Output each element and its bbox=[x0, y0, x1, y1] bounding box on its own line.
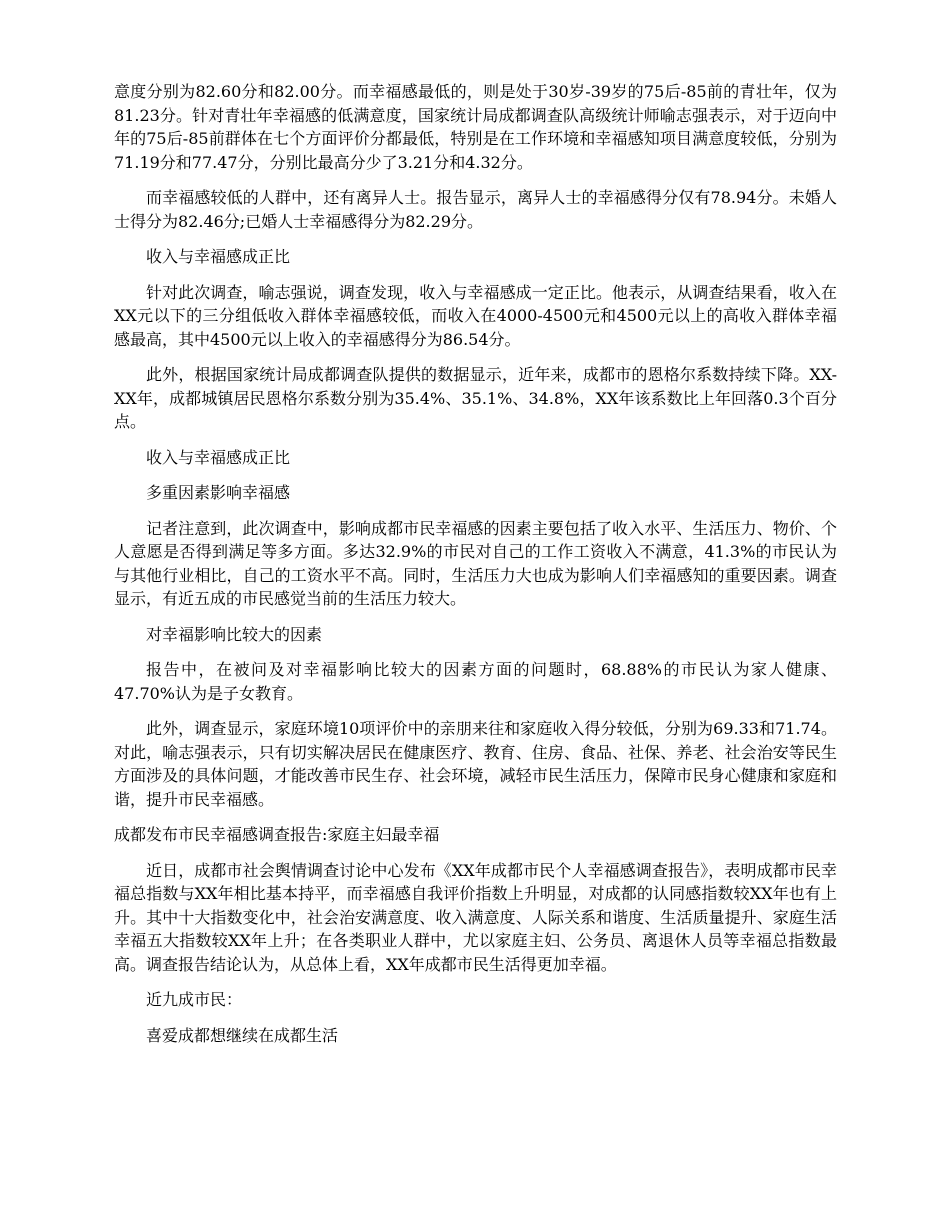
section-heading-factors: 多重因素影响幸福感 bbox=[146, 483, 291, 502]
paragraph-continued: 意度分别为82.60分和82.00分。而幸福感最低的，则是处于30岁-39岁的75后-85前的青壮年，仅为81.23分。针对青壮年幸福感的低满意度，国家统计局成都调查队高级统计师喻志强表示，对于迈向中年的75后-85前群体在七个方面评价分都最低，特别是在工作环境和幸福感知项目满意度较低，分别为71.19分和77.47分，分别比最高分少了3.21分和4.32分。 bbox=[114, 82, 837, 172]
paragraph-report: 近日，成都市社会舆情调查讨论中心发布《XX年成都市民个人幸福感调查报告》，表明成都市民幸福总指数与XX年相比基本持平，而幸福感自我评价指数上升明显，对成都的认同感指数较XX年也有上升。其中十大指数变化中，社会治安满意度、收入满意度、人际关系和谐度、生活质量提升、家庭生活幸福五大指数较XX年上升；在各类职业人群中，尤以家庭主妇、公务员、离退休人员等幸福总指数最高。调查报告结论认为，从总体上看，XX年成都市民生活得更加幸福。 bbox=[114, 860, 837, 974]
section-heading-love-chengdu: 喜爱成都想继续在成都生活 bbox=[146, 1025, 339, 1045]
paragraph-factors: 记者注意到，此次调查中，影响成都市民幸福感的因素主要包括了收入水平、生活压力、物价、个人意愿是否得到满足等多方面。多达32.9%的市民对自己的工作工资收入不满意，41.3%的市民认为与其他行业相比，自己的工资水平不高。同时，生活压力大也成为影响人们幸福感知的重要因素。调查显示，有近五成的市民感觉当前的生活压力较大。 bbox=[114, 518, 837, 608]
section-heading-ninety-percent: 近九成市民： bbox=[146, 990, 243, 1009]
section-heading-major-factors: 对幸福影响比较大的因素 bbox=[146, 624, 323, 644]
paragraph-family-env: 此外，调查显示，家庭环境10项评价中的亲朋来往和家庭收入得分较低，分别为69.33和71.74。对此，喻志强表示，只有切实解决居民在健康医疗、教育、住房、食品、社保、养老、社会治安等民生方面涉及的具体问题，才能改善市民生存、社会环境，减轻市民生活压力，保障市民身心健康和家庭和谐，提升市民幸福感。 bbox=[114, 719, 837, 809]
section-heading-income: 收入与幸福感成正比 bbox=[146, 247, 291, 266]
paragraph-income: 针对此次调查，喻志强说，调查发现，收入与幸福感成一定正比。他表示，从调查结果看，收入在XX元以下的三分组低收入群体幸福感较低，而收入在4000-4500元和4500元以上的高收入群体幸福感最高，其中4500元以上收入的幸福感得分为86.54分。 bbox=[114, 282, 837, 349]
paragraph-divorced: 而幸福感较低的人群中，还有离异人士。报告显示，离异人士的幸福感得分仅有78.94分。未婚人士得分为82.46分;已婚人士幸福感得分为82.29分。 bbox=[114, 188, 837, 231]
paragraph-engel: 此外，根据国家统计局成都调查队提供的数据显示，近年来，成都市的恩格尔系数持续下降。XX-XX年，成都城镇居民恩格尔系数分别为35.4%、35.1%、34.8%，XX年该系数比上年回落0.3个百分点。 bbox=[114, 365, 837, 431]
paragraph-major-factors: 报告中，在被问及对幸福影响比较大的因素方面的问题时，68.88%的市民认为家人健康、47.70%认为是子女教育。 bbox=[114, 660, 837, 703]
section-heading-income-repeat: 收入与幸福感成正比 bbox=[146, 447, 291, 467]
article-title: 成都发布市民幸福感调查报告:家庭主妇最幸福 bbox=[114, 825, 440, 844]
